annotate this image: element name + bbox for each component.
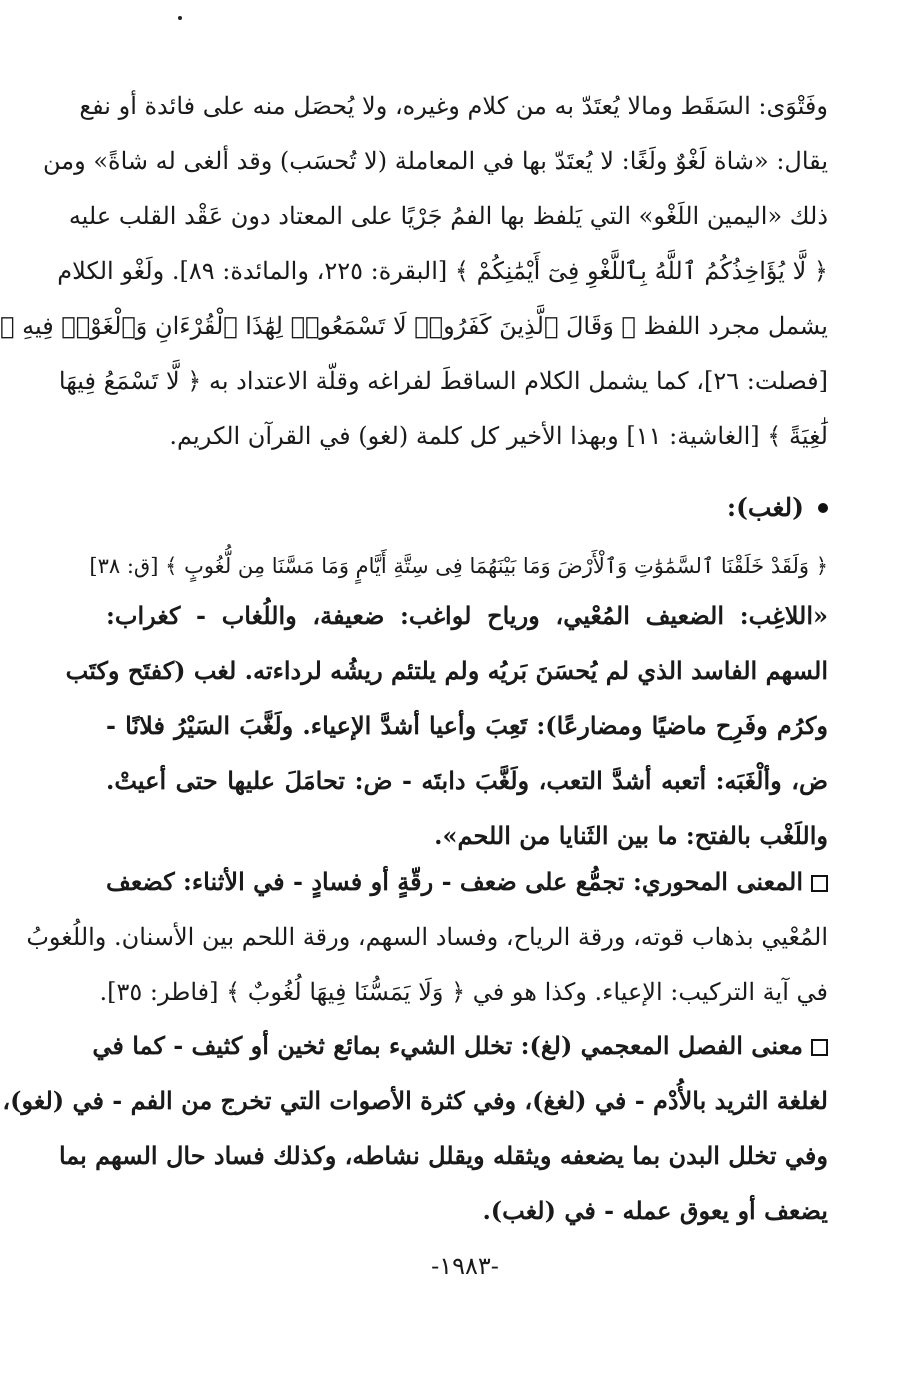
text-line: «اللاغِب: الضعيف المُعْيي، ورياح لواغب: ضعيفة، واللُغاب - كغراب:	[106, 601, 828, 630]
text-line: السهم الفاسد الذي لم يُحسَنَ بَريُه ولم يلتئم ريشُه لرداءته. لغب (كفتَح وكتَب	[65, 656, 828, 685]
text-line: يقال: «شاة لَغْوٌ ولَغًا: لا يُعتَدّ بها في المعاملة (لا تُحسَب) وقد ألغى له شاةً» ومن	[42, 147, 828, 175]
text-line: لغلغة الثريد بالأُدْم - في (لغغ)، وفي كثرة الأصوات التي تخرج من الفم - في (لغو)،	[2, 1086, 828, 1115]
page-number: -١٩٨٣-	[431, 1252, 499, 1280]
text-line: في آية التركيب: الإعياء. وكذا هو في ﴿ وَلَا يَمَسُّنَا فِيهَا لُغُوبٌ ﴾ [فاطر: ٣٥].	[99, 978, 828, 1006]
text-line: يشمل مجرد اللفظ ﴿ وَقَالَ ٱلَّذِينَ كَفَرُوا۟ لَا تَسْمَعُوا۟ لِهَٰذَا ٱلْقُرْءَانِ وَٱلْغَوْا۟ فِيهِ ﴾	[0, 312, 828, 340]
text-line	[106, 862, 828, 902]
core-meaning-text: تجمُّع على ضعف - رقّةٍ أو فسادٍ - في الأثناء: كضعف	[106, 867, 625, 896]
section-heading	[727, 488, 828, 528]
text-line: المُعْيي بذهاب قوته، ورقة الرياح، وفساد السهم، ورقة اللحم بين الأسنان. واللُغوبُ	[26, 923, 828, 951]
square-bullet-icon	[811, 1039, 828, 1056]
text-line: ذلك «اليمين اللَغْو» التي يَلفظ بها الفمُ جَرْيًا على المعتاد دون عَقْد القلب عليه	[68, 202, 828, 230]
square-bullet-icon	[811, 875, 828, 892]
text-line: [فصلت: ٢٦]، كما يشمل الكلام الساقطَ لفراغه وقلّة الاعتداد به ﴿ لَّا تَسْمَعُ فِيهَا	[58, 367, 828, 395]
text-line: لَٰغِيَةً ﴾ [الغاشية: ١١] وبهذا الأخير كل كلمة (لغو) في القرآن الكريم.	[169, 422, 828, 450]
text-line	[92, 1026, 828, 1066]
text-line: واللَغْب بالفتح: ما بين الثَنايا من اللحم».	[434, 821, 828, 850]
heading-text: (لغب):	[726, 493, 804, 522]
chapter-meaning-label: معنى الفصل المعجمي (لغ):	[520, 1031, 803, 1060]
text-line: ﴿ لَّا يُؤَاخِذُكُمُ ٱللَّهُ بِٱللَّغْوِ فِىٓ أَيْمَٰنِكُمْ ﴾ [البقرة: ٢٢٥، والمائدة: ٨٩]. ولَغْو الكلام	[57, 257, 828, 285]
text-line: يضعف أو يعوق عمله - في (لغب).	[482, 1196, 828, 1225]
quran-verse: ﴿ وَلَقَدْ خَلَقْنَا ٱلسَّمَٰوَٰتِ وَٱلْأَرْضَ وَمَا بَيْنَهُمَا فِى سِتَّةِ أَيَّامٍ وَمَا مَسَّنَا مِن لُّغُوبٍ ﴾ [ق: ٣٨]	[89, 554, 828, 578]
bullet-icon	[818, 503, 828, 513]
text-line: ض، وألْغَبَه: أتعبه أشدَّ التعب، ولَغَّبَ دابتَه - ض: تحامَلَ عليها حتى أعيتْ.	[106, 766, 828, 795]
scan-speck	[178, 16, 182, 20]
text-line: وفَتْوَى: السَقَط ومالا يُعتَدّ به من كلام وغيره، ولا يُحصَل منه على فائدة أو نفع	[79, 92, 828, 120]
text-line: وكرُم وفَرِح ماضيًا ومضارعًا): تَعِبَ وأعيا أشدَّ الإعياء. ولَغَّبَ السَيْرُ فلانًا -	[106, 711, 828, 740]
chapter-meaning-text: تخلل الشيء بمائع ثخين أو كثيف - كما في	[92, 1031, 513, 1060]
text-line: وفي تخلل البدن بما يضعفه ويثقله ويقلل نشاطه، وكذلك فساد حال السهم بما	[58, 1141, 828, 1170]
core-meaning-label: المعنى المحوري:	[632, 867, 804, 896]
